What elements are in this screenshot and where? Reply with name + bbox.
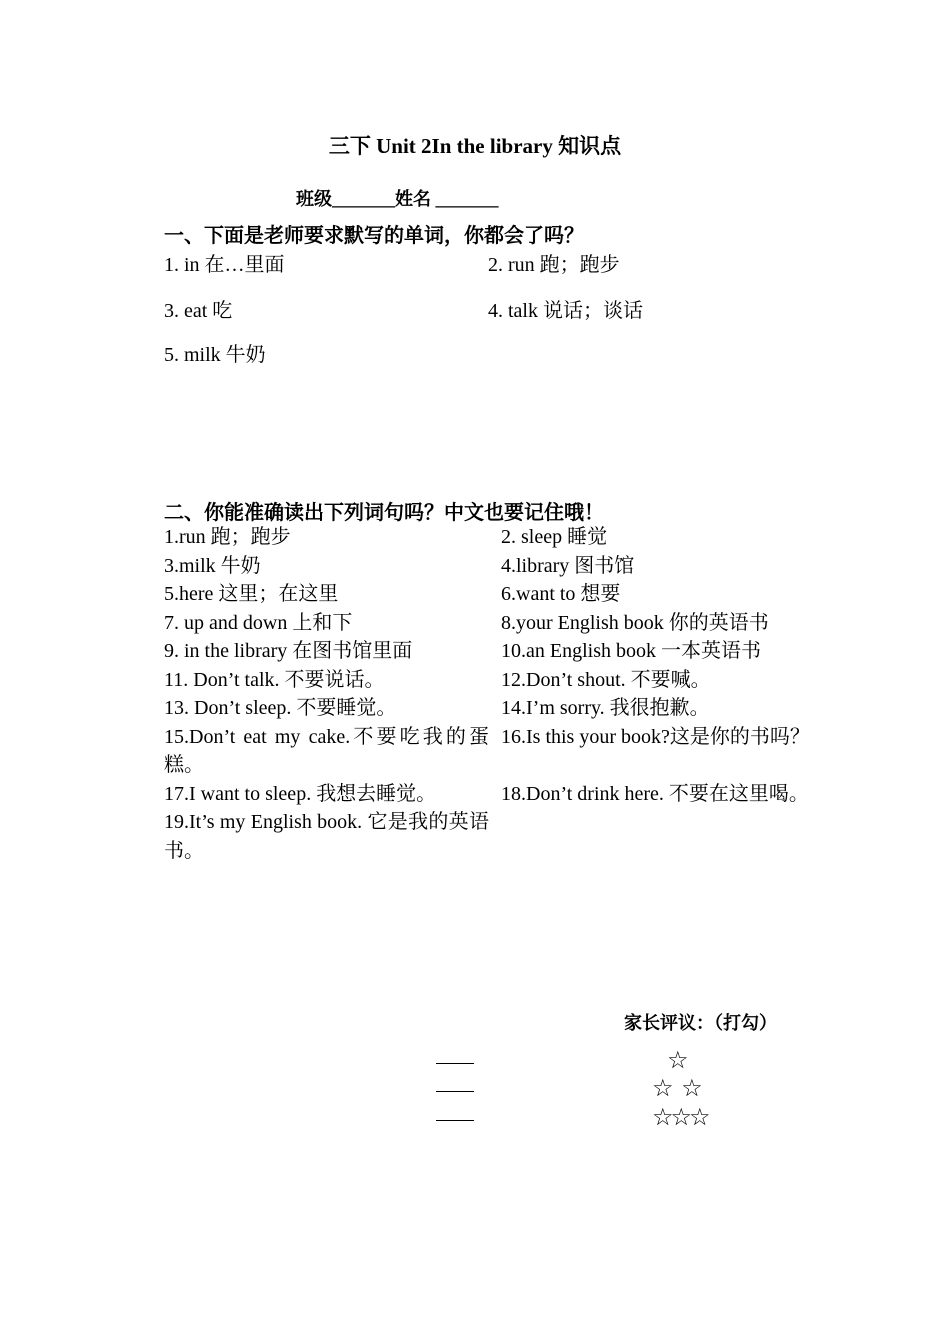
rating-row-three-stars (0, 1103, 950, 1133)
class-name-line: 班级_______姓名 _______ (296, 189, 499, 209)
section1-heading: 一、下面是老师要求默写的单词，你都会了吗？ (164, 225, 584, 247)
phrase-item: 4.library 图书馆 (501, 554, 635, 577)
phrase-item: 18.Don’t drink here. 不要在这里喝。 (501, 782, 809, 805)
phrase-item: 8.your English book 你的英语书 (501, 611, 769, 634)
word-item: 2. run 跑；跑步 (488, 254, 620, 276)
phrase-item: 15.Don’t eat my cake.不要吃我的蛋糕。 (164, 725, 489, 776)
phrase-item: 5.here 这里；在这里 (164, 583, 339, 605)
phrase-list (164, 523, 844, 865)
phrase-item: 14.I’m sorry. 我很抱歉。 (501, 697, 710, 719)
phrase-item: 17.I want to sleep. 我想去睡觉。 (164, 782, 437, 805)
star-icon: ☆ (667, 1046, 689, 1074)
phrase-item-empty (501, 808, 844, 865)
word-item: 1. in 在…里面 (164, 254, 285, 276)
word-item: 4. talk 说话；谈话 (488, 300, 643, 322)
word-item: 3. eat 吃 (164, 300, 233, 322)
phrase-item: 7. up and down 上和下 (164, 611, 353, 634)
phrase-item: 11. Don’t talk. 不要说话。 (164, 668, 385, 691)
check-blank[interactable] (436, 1120, 474, 1121)
check-blank[interactable] (436, 1091, 474, 1092)
star-icon: ☆ ☆ (652, 1074, 703, 1102)
phrase-item: 6.want to 想要 (501, 583, 621, 605)
page-title: 三下 Unit 2In the library 知识点 (328, 134, 622, 158)
phrase-item: 2. sleep 睡觉 (501, 526, 608, 548)
word-item: 5. milk 牛奶 (164, 344, 266, 366)
parent-review-label: 家长评议：（打勾） (624, 1013, 777, 1033)
star-icon: ☆☆☆ (652, 1103, 708, 1131)
phrase-item: 10.an English book 一本英语书 (501, 640, 761, 662)
rating-row-one-star (0, 1046, 950, 1076)
phrase-item: 9. in the library 在图书馆里面 (164, 640, 413, 662)
check-blank[interactable] (436, 1063, 474, 1064)
rating-row-two-stars (0, 1074, 950, 1104)
phrase-item: 1.run 跑；跑步 (164, 526, 291, 548)
phrase-item: 16.Is this your book?这是你的书吗？ (501, 725, 810, 748)
phrase-item: 12.Don’t shout. 不要喊。 (501, 668, 711, 691)
phrase-item: 19.It’s my English book. 它是我的英语书。 (164, 811, 489, 862)
phrase-item: 13. Don’t sleep. 不要睡觉。 (164, 697, 397, 719)
phrase-item: 3.milk 牛奶 (164, 554, 261, 577)
section2-heading: 二、你能准确读出下列词句吗？中文也要记住哦！ (164, 502, 604, 524)
